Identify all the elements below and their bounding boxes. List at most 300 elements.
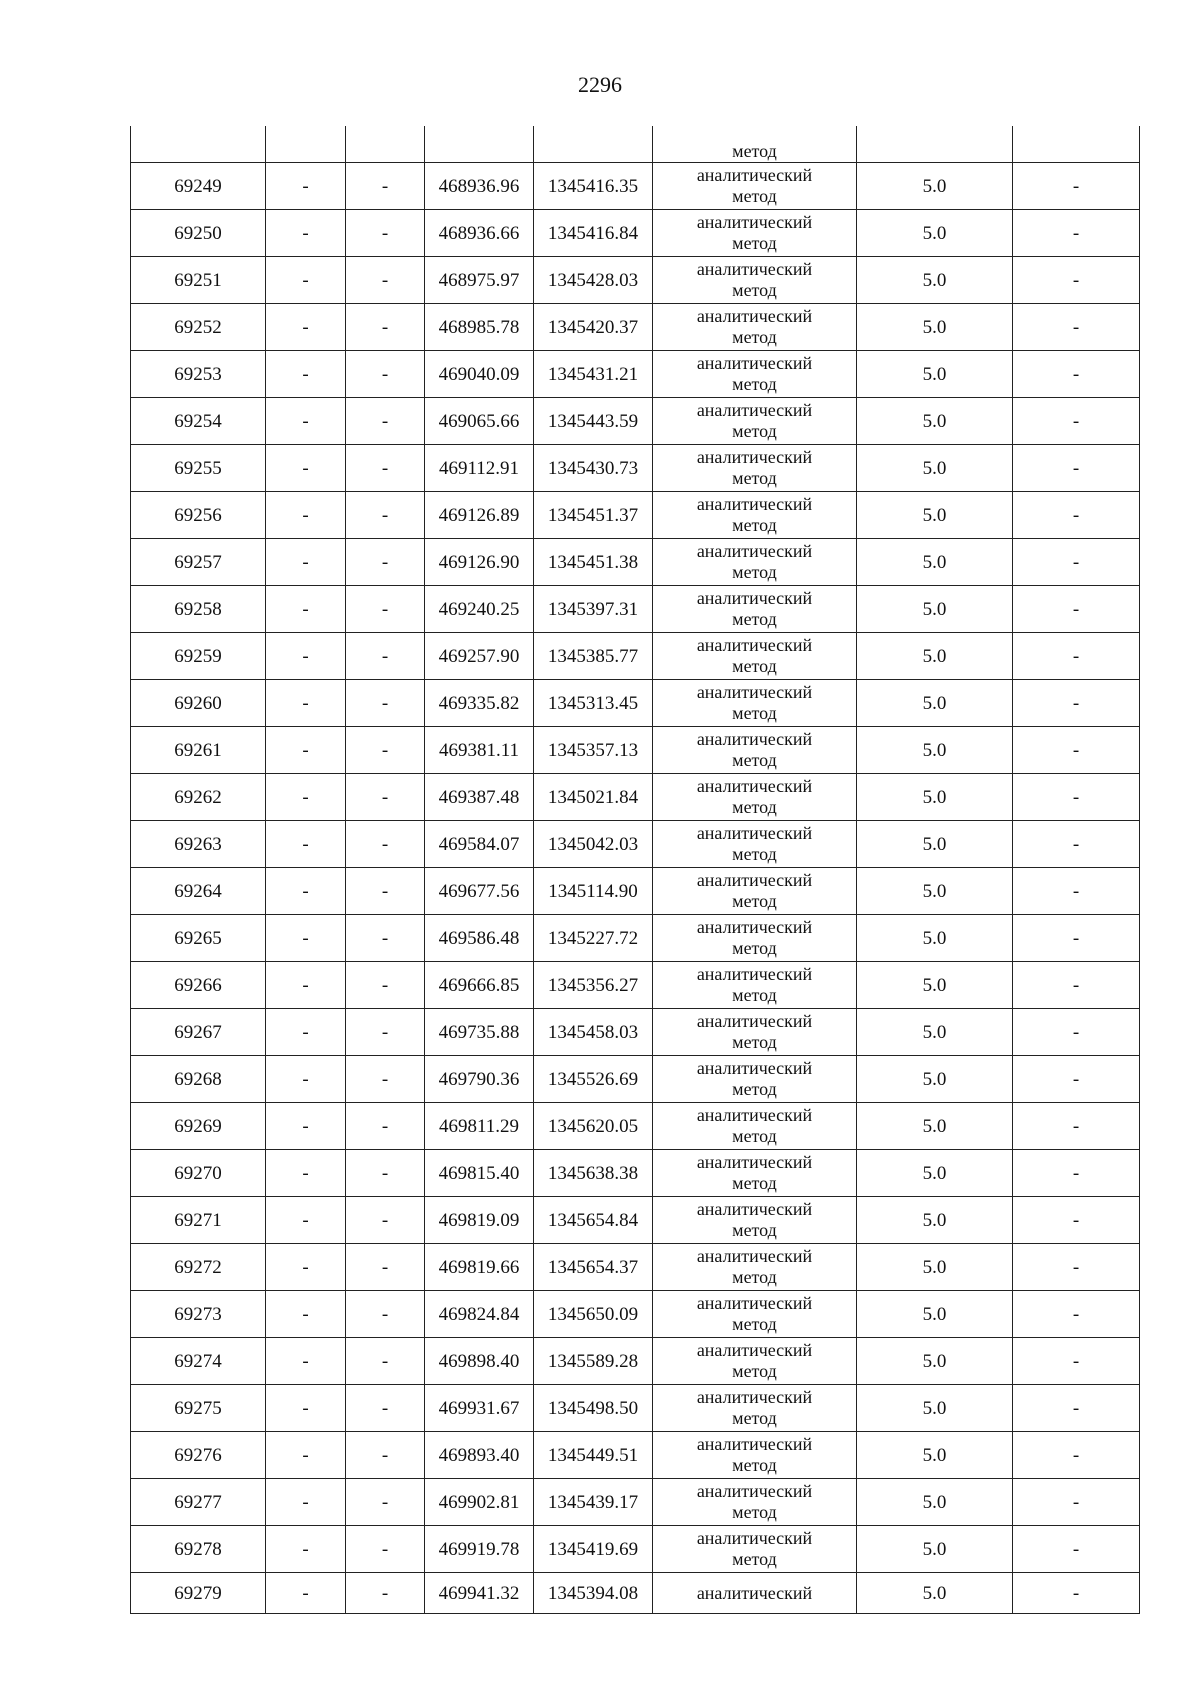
table-row bbox=[131, 962, 1140, 1009]
cell-x: 468936.66 bbox=[425, 210, 534, 257]
cell-error bbox=[857, 126, 1013, 163]
table-row bbox=[131, 1009, 1140, 1056]
table-row bbox=[131, 445, 1140, 492]
cell-y: 1345356.27 bbox=[534, 962, 653, 1009]
method-text: метод bbox=[732, 703, 777, 723]
method-text: аналитический bbox=[696, 1152, 813, 1172]
cell-c3: - bbox=[346, 445, 425, 492]
cell-x: 469381.11 bbox=[425, 727, 534, 774]
cell-method bbox=[653, 1526, 857, 1573]
cell-method bbox=[653, 586, 857, 633]
method-text: аналитический bbox=[696, 1199, 813, 1219]
cell-c2: - bbox=[266, 1009, 346, 1056]
cell-c8: - bbox=[1013, 1432, 1140, 1479]
cell-y bbox=[534, 126, 653, 163]
cell-method bbox=[653, 868, 857, 915]
cell-y: 1345443.59 bbox=[534, 398, 653, 445]
cell-c2: - bbox=[266, 586, 346, 633]
cell-x: 469735.88 bbox=[425, 1009, 534, 1056]
table-row bbox=[131, 1573, 1140, 1614]
cell-id: 69270 bbox=[131, 1150, 266, 1197]
cell-id: 69261 bbox=[131, 727, 266, 774]
cell-c8: - bbox=[1013, 445, 1140, 492]
table-row bbox=[131, 1150, 1140, 1197]
cell-id: 69273 bbox=[131, 1291, 266, 1338]
cell-c8: - bbox=[1013, 304, 1140, 351]
table-row bbox=[131, 304, 1140, 351]
cell-c8: - bbox=[1013, 1573, 1140, 1614]
cell-x: 469898.40 bbox=[425, 1338, 534, 1385]
method-text: аналитический bbox=[696, 541, 813, 561]
cell-c2: - bbox=[266, 398, 346, 445]
cell-x: 469112.91 bbox=[425, 445, 534, 492]
cell-id: 69276 bbox=[131, 1432, 266, 1479]
cell-method bbox=[653, 1009, 857, 1056]
cell-method bbox=[653, 1150, 857, 1197]
cell-c3: - bbox=[346, 1291, 425, 1338]
table-row bbox=[131, 1056, 1140, 1103]
method-text: аналитический bbox=[696, 212, 813, 232]
cell-error: 5.0 bbox=[857, 257, 1013, 304]
cell-error: 5.0 bbox=[857, 1338, 1013, 1385]
method-text: аналитический bbox=[696, 447, 813, 467]
cell-c3: - bbox=[346, 680, 425, 727]
cell-c8: - bbox=[1013, 398, 1140, 445]
cell-c3: - bbox=[346, 727, 425, 774]
cell-error: 5.0 bbox=[857, 774, 1013, 821]
method-text: метод bbox=[732, 797, 777, 817]
cell-x: 469240.25 bbox=[425, 586, 534, 633]
cell-x: 469126.89 bbox=[425, 492, 534, 539]
cell-c3: - bbox=[346, 351, 425, 398]
cell-error: 5.0 bbox=[857, 962, 1013, 1009]
table-row bbox=[131, 774, 1140, 821]
cell-error: 5.0 bbox=[857, 868, 1013, 915]
method-text: аналитический bbox=[696, 353, 813, 373]
cell-id bbox=[131, 126, 266, 163]
cell-error: 5.0 bbox=[857, 304, 1013, 351]
cell-c8: - bbox=[1013, 539, 1140, 586]
method-text: аналитический bbox=[696, 1293, 813, 1313]
cell-c8: - bbox=[1013, 1479, 1140, 1526]
method-text: метод bbox=[732, 844, 777, 864]
cell-c3: - bbox=[346, 1338, 425, 1385]
cell-c2: - bbox=[266, 915, 346, 962]
cell-method bbox=[653, 1479, 857, 1526]
cell-c8: - bbox=[1013, 633, 1140, 680]
cell-c2: - bbox=[266, 633, 346, 680]
method-text: аналитический bbox=[696, 1058, 813, 1078]
cell-y: 1345114.90 bbox=[534, 868, 653, 915]
method-text: метод bbox=[732, 515, 777, 535]
cell-y: 1345416.84 bbox=[534, 210, 653, 257]
cell-y: 1345498.50 bbox=[534, 1385, 653, 1432]
cell-error: 5.0 bbox=[857, 1056, 1013, 1103]
cell-y: 1345227.72 bbox=[534, 915, 653, 962]
cell-method bbox=[653, 1056, 857, 1103]
cell-id: 69275 bbox=[131, 1385, 266, 1432]
cell-c8: - bbox=[1013, 351, 1140, 398]
cell-error: 5.0 bbox=[857, 633, 1013, 680]
cell-id: 69271 bbox=[131, 1197, 266, 1244]
cell-y: 1345451.37 bbox=[534, 492, 653, 539]
cell-c8: - bbox=[1013, 774, 1140, 821]
cell-c2: - bbox=[266, 680, 346, 727]
cell-c3: - bbox=[346, 1009, 425, 1056]
cell-id: 69277 bbox=[131, 1479, 266, 1526]
cell-method bbox=[653, 727, 857, 774]
cell-method bbox=[653, 163, 857, 210]
cell-c2: - bbox=[266, 257, 346, 304]
cell-c2: - bbox=[266, 210, 346, 257]
method-text: метод bbox=[732, 327, 777, 347]
cell-c8: - bbox=[1013, 1103, 1140, 1150]
cell-method bbox=[653, 1385, 857, 1432]
cell-id: 69258 bbox=[131, 586, 266, 633]
method-text: метод bbox=[732, 1502, 777, 1522]
table-row bbox=[131, 210, 1140, 257]
cell-error: 5.0 bbox=[857, 1432, 1013, 1479]
cell-id: 69279 bbox=[131, 1573, 266, 1614]
method-text: метод bbox=[732, 1126, 777, 1146]
cell-y: 1345430.73 bbox=[534, 445, 653, 492]
cell-c3: - bbox=[346, 868, 425, 915]
table-row bbox=[131, 586, 1140, 633]
table-row bbox=[131, 1244, 1140, 1291]
method-text: аналитический bbox=[696, 917, 813, 937]
cell-c3: - bbox=[346, 1526, 425, 1573]
cell-x: 469335.82 bbox=[425, 680, 534, 727]
cell-y: 1345638.38 bbox=[534, 1150, 653, 1197]
cell-c3: - bbox=[346, 257, 425, 304]
method-text: аналитический bbox=[696, 165, 813, 185]
cell-c2: - bbox=[266, 1103, 346, 1150]
cell-c8: - bbox=[1013, 680, 1140, 727]
cell-c3: - bbox=[346, 774, 425, 821]
cell-c2: - bbox=[266, 1526, 346, 1573]
cell-y: 1345397.31 bbox=[534, 586, 653, 633]
table-row bbox=[131, 1432, 1140, 1479]
cell-c2: - bbox=[266, 1385, 346, 1432]
cell-c8: - bbox=[1013, 163, 1140, 210]
cell-c2: - bbox=[266, 163, 346, 210]
method-text: метод bbox=[732, 609, 777, 629]
cell-c3: - bbox=[346, 163, 425, 210]
cell-method bbox=[653, 915, 857, 962]
cell-c3: - bbox=[346, 304, 425, 351]
cell-method bbox=[653, 539, 857, 586]
cell-id: 69272 bbox=[131, 1244, 266, 1291]
cell-method bbox=[653, 962, 857, 1009]
method-text: аналитический bbox=[696, 1105, 813, 1125]
cell-x: 469040.09 bbox=[425, 351, 534, 398]
cell-c2: - bbox=[266, 1338, 346, 1385]
cell-error: 5.0 bbox=[857, 680, 1013, 727]
cell-c3: - bbox=[346, 398, 425, 445]
cell-error: 5.0 bbox=[857, 1385, 1013, 1432]
cell-x: 469824.84 bbox=[425, 1291, 534, 1338]
cell-error: 5.0 bbox=[857, 492, 1013, 539]
cell-c3: - bbox=[346, 1056, 425, 1103]
method-text: метод bbox=[732, 656, 777, 676]
method-text: метод bbox=[732, 468, 777, 488]
cell-y: 1345419.69 bbox=[534, 1526, 653, 1573]
cell-c3: - bbox=[346, 821, 425, 868]
method-text: метод bbox=[732, 562, 777, 582]
cell-c2: - bbox=[266, 351, 346, 398]
cell-c2: - bbox=[266, 1291, 346, 1338]
cell-method bbox=[653, 304, 857, 351]
cell-method bbox=[653, 398, 857, 445]
cell-id: 69263 bbox=[131, 821, 266, 868]
cell-method bbox=[653, 1432, 857, 1479]
cell-id: 69254 bbox=[131, 398, 266, 445]
cell-c3: - bbox=[346, 915, 425, 962]
cell-error: 5.0 bbox=[857, 1009, 1013, 1056]
cell-y: 1345394.08 bbox=[534, 1573, 653, 1614]
cell-c8: - bbox=[1013, 1526, 1140, 1573]
cell-error: 5.0 bbox=[857, 586, 1013, 633]
cell-id: 69278 bbox=[131, 1526, 266, 1573]
cell-c8: - bbox=[1013, 586, 1140, 633]
method-text: метод bbox=[732, 233, 777, 253]
cell-c8: - bbox=[1013, 1244, 1140, 1291]
cell-method bbox=[653, 821, 857, 868]
continued-row bbox=[131, 126, 1140, 163]
cell-x: 469257.90 bbox=[425, 633, 534, 680]
method-text: метод bbox=[732, 1220, 777, 1240]
table-row bbox=[131, 492, 1140, 539]
cell-c3: - bbox=[346, 586, 425, 633]
cell-y: 1345589.28 bbox=[534, 1338, 653, 1385]
cell-y: 1345416.35 bbox=[534, 163, 653, 210]
method-text: метод bbox=[732, 750, 777, 770]
cell-c8: - bbox=[1013, 1197, 1140, 1244]
cell-y: 1345313.45 bbox=[534, 680, 653, 727]
cell-c3: - bbox=[346, 492, 425, 539]
cell-y: 1345620.05 bbox=[534, 1103, 653, 1150]
cell-y: 1345458.03 bbox=[534, 1009, 653, 1056]
method-text: аналитический bbox=[696, 776, 813, 796]
cell-error: 5.0 bbox=[857, 1244, 1013, 1291]
method-text: метод bbox=[732, 374, 777, 394]
method-text: аналитический bbox=[696, 635, 813, 655]
cell-method bbox=[653, 633, 857, 680]
cell-x: 469815.40 bbox=[425, 1150, 534, 1197]
cell-c2: - bbox=[266, 821, 346, 868]
cell-method bbox=[653, 774, 857, 821]
table-row bbox=[131, 1197, 1140, 1244]
cell-c8: - bbox=[1013, 821, 1140, 868]
method-text: метод bbox=[732, 1455, 777, 1475]
method-text: аналитический bbox=[696, 870, 813, 890]
cell-c3: - bbox=[346, 539, 425, 586]
cell-id: 69251 bbox=[131, 257, 266, 304]
cell-c2: - bbox=[266, 774, 346, 821]
cell-method bbox=[653, 210, 857, 257]
table-row bbox=[131, 163, 1140, 210]
cell-c8: - bbox=[1013, 1291, 1140, 1338]
cell-method bbox=[653, 351, 857, 398]
cell-c8: - bbox=[1013, 257, 1140, 304]
cell-x: 469931.67 bbox=[425, 1385, 534, 1432]
cell-id: 69256 bbox=[131, 492, 266, 539]
cell-x: 469790.36 bbox=[425, 1056, 534, 1103]
table-row bbox=[131, 539, 1140, 586]
cell-method bbox=[653, 680, 857, 727]
cell-y: 1345021.84 bbox=[534, 774, 653, 821]
method-text: аналитический bbox=[696, 682, 813, 702]
cell-method bbox=[653, 1338, 857, 1385]
cell-id: 69267 bbox=[131, 1009, 266, 1056]
method-text: метод bbox=[732, 280, 777, 300]
cell-c2: - bbox=[266, 727, 346, 774]
cell-id: 69260 bbox=[131, 680, 266, 727]
cell-y: 1345420.37 bbox=[534, 304, 653, 351]
cell-id: 69255 bbox=[131, 445, 266, 492]
cell-c8: - bbox=[1013, 868, 1140, 915]
cell-y: 1345385.77 bbox=[534, 633, 653, 680]
table-row bbox=[131, 915, 1140, 962]
cell-error: 5.0 bbox=[857, 1573, 1013, 1614]
cell-id: 69249 bbox=[131, 163, 266, 210]
cell-c2: - bbox=[266, 445, 346, 492]
cell-c8: - bbox=[1013, 492, 1140, 539]
method-text: аналитический bbox=[696, 494, 813, 514]
cell-id: 69253 bbox=[131, 351, 266, 398]
cell-c8: - bbox=[1013, 1009, 1140, 1056]
cell-error: 5.0 bbox=[857, 1479, 1013, 1526]
cell-id: 69274 bbox=[131, 1338, 266, 1385]
method-text: аналитический bbox=[696, 1434, 813, 1454]
method-text: метод bbox=[732, 1173, 777, 1193]
method-text: метод bbox=[732, 1314, 777, 1334]
cell-c2 bbox=[266, 126, 346, 163]
method-text: аналитический bbox=[696, 729, 813, 749]
cell-c3: - bbox=[346, 1197, 425, 1244]
cell-x: 469387.48 bbox=[425, 774, 534, 821]
cell-c2: - bbox=[266, 1432, 346, 1479]
table-row bbox=[131, 1526, 1140, 1573]
method-text: метод bbox=[732, 1032, 777, 1052]
cell-x: 469126.90 bbox=[425, 539, 534, 586]
cell-c3: - bbox=[346, 1479, 425, 1526]
method-text: аналитический bbox=[696, 964, 813, 984]
cell-c2: - bbox=[266, 1197, 346, 1244]
cell-c2: - bbox=[266, 304, 346, 351]
table-row bbox=[131, 1338, 1140, 1385]
coordinates-table bbox=[130, 126, 1140, 1614]
cell-c8: - bbox=[1013, 210, 1140, 257]
cell-y: 1345431.21 bbox=[534, 351, 653, 398]
cell-error: 5.0 bbox=[857, 1526, 1013, 1573]
cell-error: 5.0 bbox=[857, 210, 1013, 257]
table-row bbox=[131, 257, 1140, 304]
cell-c2: - bbox=[266, 868, 346, 915]
cell-error: 5.0 bbox=[857, 1197, 1013, 1244]
cell-x: 468975.97 bbox=[425, 257, 534, 304]
cell-x: 469819.66 bbox=[425, 1244, 534, 1291]
cell-c3: - bbox=[346, 633, 425, 680]
table-row bbox=[131, 868, 1140, 915]
cell-method bbox=[653, 1103, 857, 1150]
cell-error: 5.0 bbox=[857, 445, 1013, 492]
cell-y: 1345449.51 bbox=[534, 1432, 653, 1479]
cell-id: 69268 bbox=[131, 1056, 266, 1103]
cell-c8: - bbox=[1013, 1338, 1140, 1385]
table-row bbox=[131, 633, 1140, 680]
method-text: метод bbox=[732, 938, 777, 958]
cell-id: 69259 bbox=[131, 633, 266, 680]
method-text: аналитический bbox=[696, 1246, 813, 1266]
cell-c2: - bbox=[266, 1056, 346, 1103]
cell-error: 5.0 bbox=[857, 1291, 1013, 1338]
cell-c3: - bbox=[346, 1103, 425, 1150]
cell-c2: - bbox=[266, 1479, 346, 1526]
cell-y: 1345451.38 bbox=[534, 539, 653, 586]
cell-id: 69266 bbox=[131, 962, 266, 1009]
method-text: метод bbox=[732, 421, 777, 441]
cell-y: 1345526.69 bbox=[534, 1056, 653, 1103]
cell-id: 69265 bbox=[131, 915, 266, 962]
cell-id: 69257 bbox=[131, 539, 266, 586]
cell-c3: - bbox=[346, 1244, 425, 1291]
method-text: аналитический bbox=[696, 1481, 813, 1501]
method-text: метод bbox=[732, 1408, 777, 1428]
method-text: аналитический bbox=[696, 1528, 813, 1548]
cell-y: 1345654.84 bbox=[534, 1197, 653, 1244]
method-text: метод bbox=[732, 1549, 777, 1569]
table-row bbox=[131, 1479, 1140, 1526]
cell-c2: - bbox=[266, 1244, 346, 1291]
cell-c2: - bbox=[266, 962, 346, 1009]
table-row bbox=[131, 1291, 1140, 1338]
cell-c2: - bbox=[266, 1150, 346, 1197]
cell-method bbox=[653, 445, 857, 492]
cell-id: 69262 bbox=[131, 774, 266, 821]
cell-c8: - bbox=[1013, 915, 1140, 962]
cell-method bbox=[653, 126, 857, 163]
method-text: аналитический bbox=[696, 1387, 813, 1407]
table-row bbox=[131, 351, 1140, 398]
cell-x: 469941.32 bbox=[425, 1573, 534, 1614]
cell-y: 1345042.03 bbox=[534, 821, 653, 868]
cell-id: 69252 bbox=[131, 304, 266, 351]
cell-c3: - bbox=[346, 1432, 425, 1479]
cell-x: 469811.29 bbox=[425, 1103, 534, 1150]
method-text: аналитический bbox=[696, 823, 813, 843]
cell-x: 469902.81 bbox=[425, 1479, 534, 1526]
cell-x: 469677.56 bbox=[425, 868, 534, 915]
cell-y: 1345357.13 bbox=[534, 727, 653, 774]
cell-c2: - bbox=[266, 492, 346, 539]
page-number: 2296 bbox=[578, 72, 622, 97]
table-row bbox=[131, 727, 1140, 774]
cell-error: 5.0 bbox=[857, 1103, 1013, 1150]
method-text: аналитический bbox=[696, 400, 813, 420]
cell-x: 468936.96 bbox=[425, 163, 534, 210]
cell-c8 bbox=[1013, 126, 1140, 163]
method-text: аналитический bbox=[696, 588, 813, 608]
cell-c2: - bbox=[266, 539, 346, 586]
method-text: метод bbox=[732, 1267, 777, 1287]
method-text: аналитический bbox=[696, 259, 813, 279]
cell-error: 5.0 bbox=[857, 727, 1013, 774]
table-row bbox=[131, 680, 1140, 727]
cell-error: 5.0 bbox=[857, 1150, 1013, 1197]
cell-c3 bbox=[346, 126, 425, 163]
table-row bbox=[131, 1103, 1140, 1150]
